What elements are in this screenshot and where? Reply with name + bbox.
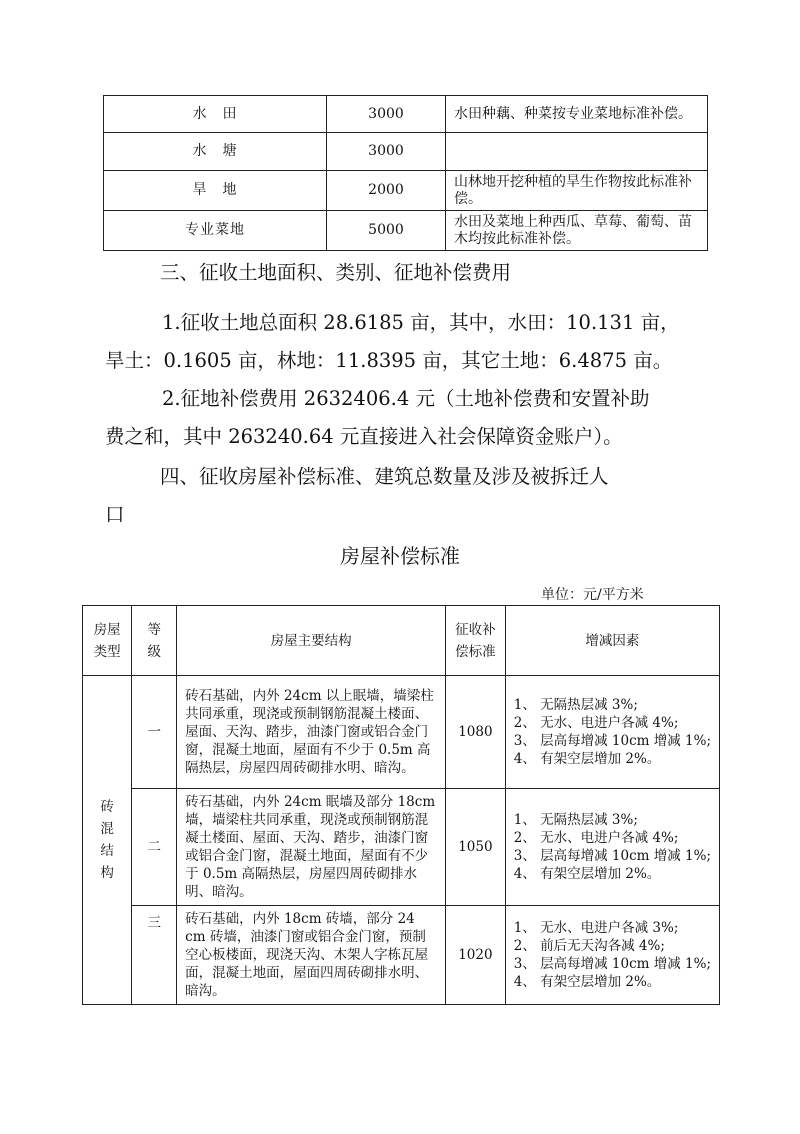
table-row xyxy=(104,171,708,211)
house-table-title: 房屋补偿标准 xyxy=(340,544,460,568)
factor-item: 1、 无隔热层减 3%; xyxy=(513,697,638,713)
grade-cell: 二 xyxy=(132,789,177,906)
table-row xyxy=(104,211,708,251)
factor-item: 4、 有架空层增加 2%。 xyxy=(513,751,661,767)
factors-cell xyxy=(505,906,719,1005)
factor-item: 1、 无水、电进户各减 3%; xyxy=(513,920,679,936)
structure-cell: 砖石基础，内外 18cm 砖墙，部分 24 cm 砖墙，油漆门窗或铝合金门窗，预制空心板楼面，现浇天沟、木架人字栋瓦屋面，混凝土地面，屋面四周砖砌排水明、暗沟。 xyxy=(177,906,446,1005)
table-row xyxy=(104,133,708,171)
land-value-cell: 3000 xyxy=(327,96,446,133)
type-cell xyxy=(83,676,132,1005)
factor-item: 1、 无隔热层减 3%; xyxy=(513,812,638,828)
structure-cell: 砖石基础，内外 24cm 以上眠墙，墙梁柱共同承重，现浇或预制钢筋混凝土楼面、屋面、天沟、踏步，油漆门窗或铝合金门窗，混凝土地面，屋面有不少于 0.5m 高隔热层，房屋四周砖砌排水明、暗沟。 xyxy=(177,676,446,789)
factors-cell xyxy=(505,789,719,906)
type-value: 砖混结构 xyxy=(100,799,114,881)
factor-item: 3、 层高每增减 10cm 增减 1%; xyxy=(513,956,711,972)
header-grade-label: 等级 xyxy=(147,621,161,660)
header-price xyxy=(446,606,506,676)
land-type-cell: 水 塘 xyxy=(104,133,327,171)
header-price-label: 征收补偿标准 xyxy=(455,621,496,660)
grade-cell: 一 xyxy=(132,676,177,789)
header-type-label: 房屋类型 xyxy=(93,621,121,660)
price-cell: 1080 xyxy=(446,676,506,789)
table-row xyxy=(83,676,720,789)
factor-item: 2、 无水、电进户各减 4%; xyxy=(513,830,679,846)
land-compensation-table xyxy=(103,95,708,251)
unit-label: 单位：元/平方米 xyxy=(541,587,644,603)
price-cell: 1050 xyxy=(446,789,506,906)
structure-cell: 砖石基础，内外 24cm 眠墙及部分 18cm 墙，墙梁柱共同承重，现浇或预制钢筋混凝土楼面、屋面、天沟、踏步，油漆门窗或铝合金门窗，混凝土地面，屋面有不少于 0.5m 高隔热层，房屋四周砖砌排水明、暗沟。 xyxy=(177,789,446,906)
section-3-heading: 三、征收土地面积、类别、征地补偿费用 xyxy=(160,261,512,284)
grade-cell: 三 xyxy=(132,906,177,1005)
house-compensation-table xyxy=(82,605,720,1005)
land-note-cell: 山林地开挖种植的旱生作物按此标准补偿。 xyxy=(446,171,708,211)
section-4-heading: 四、征收房屋补偿标准、建筑总数量及涉及被拆迁人 xyxy=(160,465,609,488)
factor-item: 4、 有架空层增加 2%。 xyxy=(513,974,661,990)
land-value-cell: 2000 xyxy=(327,171,446,211)
table-header-row xyxy=(83,606,720,676)
paragraph-1-line-2: 旱土：0.1605 亩，林地：11.8395 亩，其它土地：6.4875 亩。 xyxy=(105,349,673,372)
land-value-cell: 5000 xyxy=(327,211,446,251)
factor-item: 3、 层高每增减 10cm 增减 1%; xyxy=(513,848,711,864)
factor-item: 3、 层高每增减 10cm 增减 1%; xyxy=(513,733,711,749)
factor-item: 2、 无水、电进户各减 4%; xyxy=(513,715,679,731)
header-factors: 增减因素 xyxy=(505,606,719,676)
table-row xyxy=(83,906,720,1005)
paragraph-2-line-1: 2.征地补偿费用 2632406.4 元（土地补偿费和安置补助 xyxy=(162,387,650,410)
header-type xyxy=(83,606,132,676)
paragraph-1-line-1: 1.征收土地总面积 28.6185 亩，其中，水田：10.131 亩， xyxy=(162,311,680,334)
land-note-cell: 水田及菜地上种西瓜、草莓、葡萄、苗木均按此标准补偿。 xyxy=(446,211,708,251)
table-row xyxy=(83,789,720,906)
factor-item: 4、 有架空层增加 2%。 xyxy=(513,866,661,882)
header-structure: 房屋主要结构 xyxy=(177,606,446,676)
land-type-cell: 旱 地 xyxy=(104,171,327,211)
land-note-cell xyxy=(446,133,708,171)
land-note-cell: 水田种藕、种菜按专业菜地标准补偿。 xyxy=(446,96,708,133)
factors-cell xyxy=(505,676,719,789)
land-type-cell: 专业菜地 xyxy=(104,211,327,251)
factor-item: 2、 前后无天沟各减 4%; xyxy=(513,938,665,954)
paragraph-2-line-2: 费之和，其中 263240.64 元直接进入社会保障资金账户）。 xyxy=(105,425,623,448)
section-4-heading-cont: 口 xyxy=(105,503,125,526)
price-cell: 1020 xyxy=(446,906,506,1005)
header-grade xyxy=(132,606,177,676)
table-row xyxy=(104,96,708,133)
land-value-cell: 3000 xyxy=(327,133,446,171)
land-type-cell: 水 田 xyxy=(104,96,327,133)
